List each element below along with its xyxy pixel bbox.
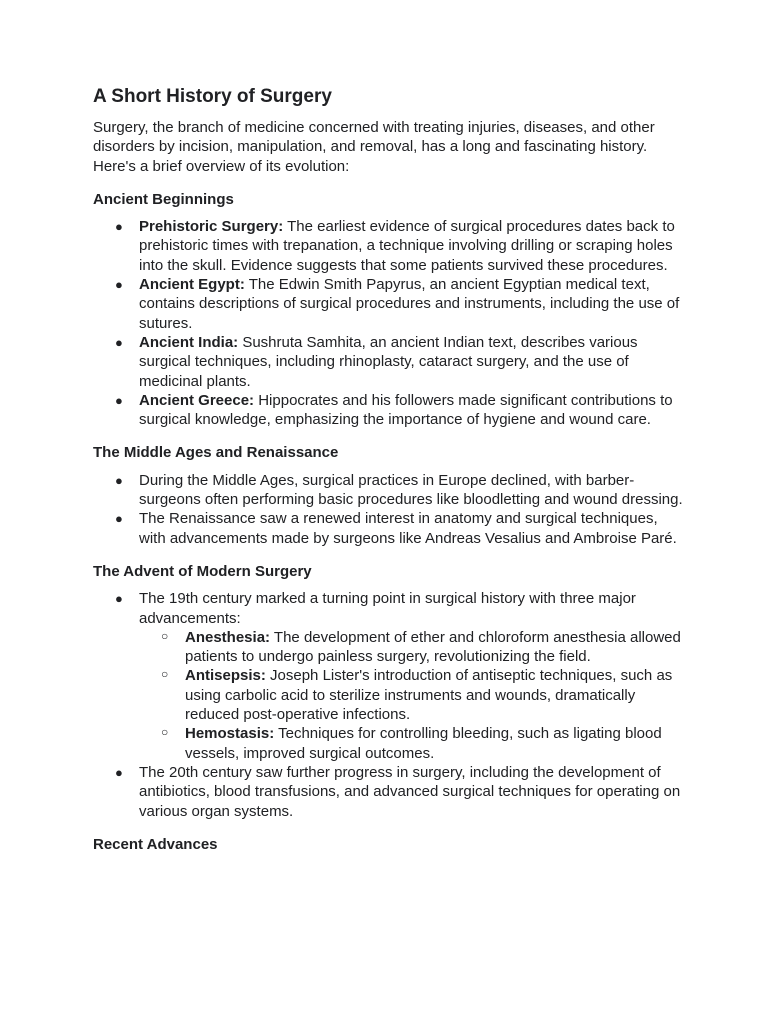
bullet-icon: ● [115, 392, 123, 408]
bullet-icon: ● [115, 472, 123, 488]
list-item-text: The Edwin Smith Papyrus, an ancient Egyptian medical text, contains descriptions of surgical procedures and instruments, including the use of sutures. [139, 276, 680, 332]
sub-bullet-list [139, 628, 683, 763]
list-item [93, 217, 683, 275]
list-item [93, 391, 683, 430]
sub-list-item-term: Anesthesia: [185, 628, 271, 646]
list-item [93, 763, 683, 821]
document-page [93, 84, 683, 862]
list-item-text: The 20th century saw further progress in surgery, including the development of antibiotics, blood transfusions, and advanced surgical techniques for operating on various organ systems. [139, 763, 681, 820]
list-item-term: Ancient Egypt: [139, 276, 245, 294]
list-item-term: Ancient India: [139, 333, 239, 351]
bullet-icon: ● [115, 219, 123, 235]
bullet-list [93, 217, 683, 429]
hollow-bullet-icon: ○ [161, 667, 169, 682]
list-item-text: During the Middle Ages, surgical practices in Europe declined, with barber-surgeons often performing basic procedures like bloodletting and wound dressing. [139, 471, 683, 509]
section-heading: The Middle Ages and Renaissance [93, 444, 339, 462]
intro-paragraph: Surgery, the branch of medicine concerned with treating injuries, diseases, and other disorders by incision, manipulation, and removal, has a long and fascinating history. Here's a brief overview of its evolution: [93, 119, 655, 175]
bullet-list [93, 471, 683, 548]
list-item [93, 275, 683, 333]
section-heading: Ancient Beginnings [93, 190, 234, 208]
list-item [93, 471, 683, 510]
sub-list-item-text: Techniques for controlling bleeding, such as ligating blood vessels, improved surgical outcomes. [185, 725, 662, 762]
list-item-text: Sushruta Samhita, an ancient Indian text, describes various surgical techniques, including rhinoplasty, cataract surgery, and the use of medicinal plants. [139, 333, 638, 390]
list-item [93, 333, 683, 391]
list-item [93, 589, 683, 763]
bullet-icon: ● [115, 334, 123, 350]
list-item-term: Prehistoric Surgery: [139, 218, 284, 236]
list-item-term: Ancient Greece: [139, 391, 255, 409]
hollow-bullet-icon: ○ [161, 725, 169, 740]
document-title: A Short History of Surgery [93, 86, 332, 107]
list-item-text: The 19th century marked a turning point in surgical history with three major advancements: [139, 590, 636, 627]
section-heading: The Advent of Modern Surgery [93, 562, 312, 580]
bullet-icon: ● [115, 764, 123, 780]
list-item [93, 509, 683, 548]
bullet-icon: ● [115, 277, 123, 293]
list-item-text: The earliest evidence of surgical procedures dates back to prehistoric times with trepanation, a technique involving drilling or scraping holes into the skull. Evidence suggests that some patients survived these procedures. [139, 218, 675, 274]
bullet-list [93, 589, 683, 821]
bullet-icon: ● [115, 591, 123, 607]
section-heading: Recent Advances [93, 835, 218, 853]
sections-container [93, 190, 683, 854]
sub-list-item [139, 666, 683, 724]
bullet-icon: ● [115, 511, 123, 527]
sub-list-item [139, 628, 683, 667]
sub-list-item-term: Antisepsis: [185, 667, 266, 685]
sub-list-item-text: The development of ether and chloroform anesthesia allowed patients to undergo painless surgery, revolutionizing the field. [185, 628, 681, 666]
list-item-text: The Renaissance saw a renewed interest in anatomy and surgical techniques, with advancements made by surgeons like Andreas Vesalius and Ambroise Paré. [139, 510, 677, 547]
sub-list-item-term: Hemostasis: [185, 725, 275, 743]
sub-list-item [139, 724, 683, 763]
hollow-bullet-icon: ○ [161, 628, 169, 643]
list-item-text: Hippocrates and his followers made significant contributions to surgical knowledge, emphasizing the importance of hygiene and wound care. [139, 391, 673, 429]
sub-list-item-text: Joseph Lister's introduction of antiseptic techniques, such as using carbolic acid to sterilize instruments and wounds, dramatically reduced post-operative infections. [185, 667, 673, 724]
